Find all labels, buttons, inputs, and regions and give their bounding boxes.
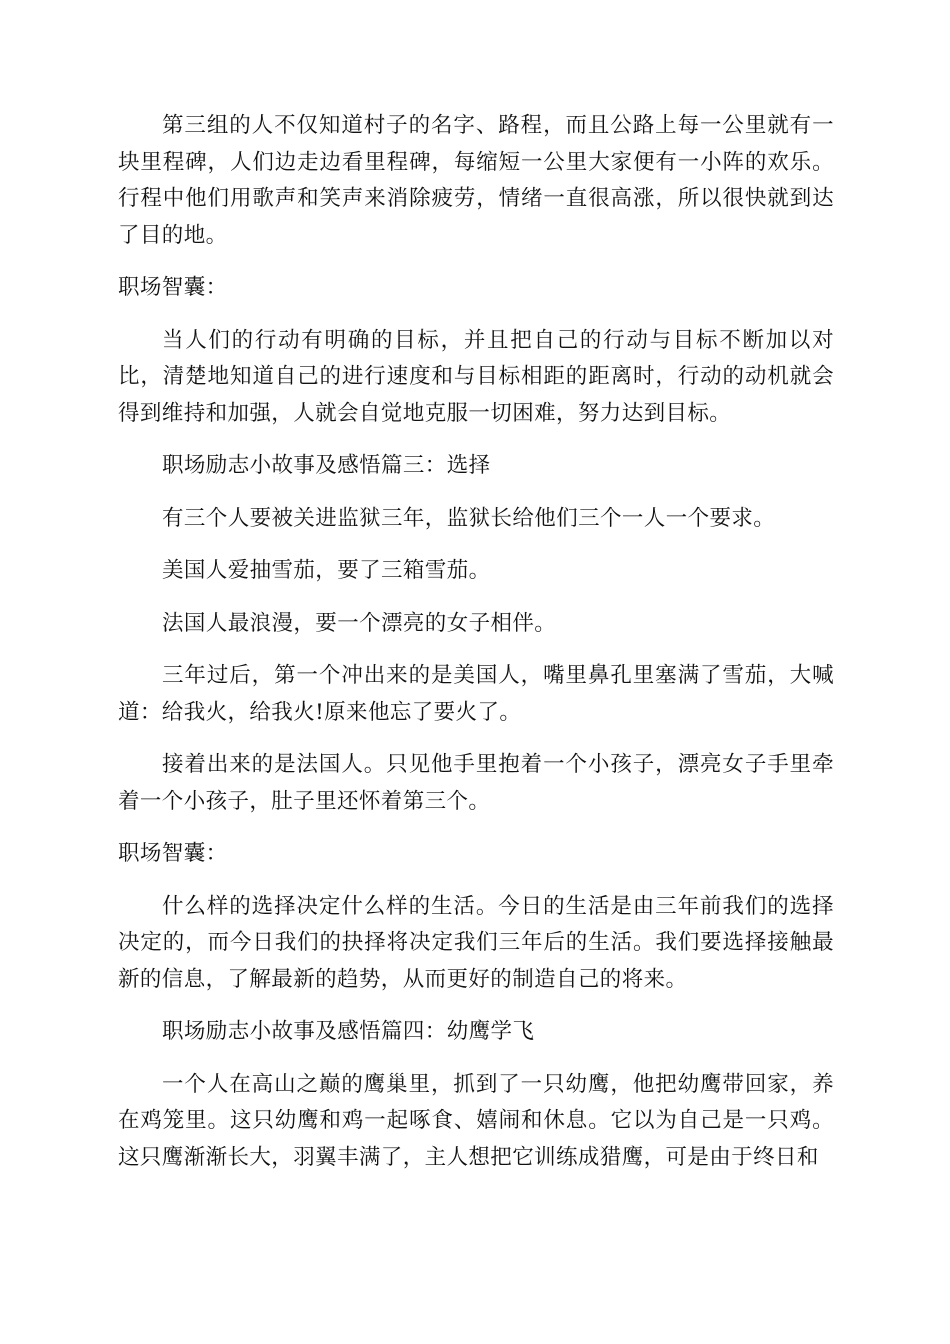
section-label: 职场智囊： [118,841,228,866]
story-paragraph: 接着出来的是法国人。只见他手里抱着一个小孩子，漂亮女子手里牵着一个小孩子，肚子里还怀着第三个。 [118,752,834,814]
story-paragraph: 法国人最浪漫，要一个漂亮的女子相伴。 [162,610,557,636]
story-heading: 职场励志小故事及感悟篇三：选择 [162,453,491,478]
story-paragraph: 美国人爱抽雪茄，要了三箱雪茄。 [162,558,491,583]
insight-paragraph: 什么样的选择决定什么样的生活。今日的生活是由三年前我们的选择决定的，而今日我们的抉择将决定我们三年后的生活。我们要选择接触最新的信息，了解最新的趋势，从而更好的制造自己的将来。 [118,893,834,992]
document-page [118,108,834,1176]
story-paragraph: 第三组的人不仅知道村子的名字、路程，而且公路上每一公里就有一块里程碑，人们边走边看里程碑，每缩短一公里大家便有一小阵的欢乐。行程中他们用歌声和笑声来消除疲劳，情绪一直很高涨，所以很快就到达了目的地。 [118,113,834,248]
story-paragraph: 有三个人要被关进监狱三年，监狱长给他们三个一人一个要求。 [162,505,776,531]
story-heading: 职场励志小故事及感悟篇四：幼鹰学飞 [162,1019,535,1044]
story-paragraph: 一个人在高山之巅的鹰巢里，抓到了一只幼鹰，他把幼鹰带回家，养在鸡笼里。这只幼鹰和鸡一起啄食、嬉闹和休息。它以为自己是一只鸡。这只鹰渐渐长大，羽翼丰满了，主人想把它训练成猎鹰，可是由于终日和 [118,1071,834,1170]
insight-paragraph: 当人们的行动有明确的目标，并且把自己的行动与目标不断加以对比，清楚地知道自己的进行速度和与目标相距的距离时，行动的动机就会得到维持和加强，人就会自觉地克服一切困难，努力达到目标。 [118,327,834,426]
story-paragraph: 三年过后，第一个冲出来的是美国人，嘴里鼻孔里塞满了雪茄，大喊道：给我火，给我火!原来他忘了要火了。 [118,663,834,725]
section-label: 职场智囊： [118,275,228,300]
